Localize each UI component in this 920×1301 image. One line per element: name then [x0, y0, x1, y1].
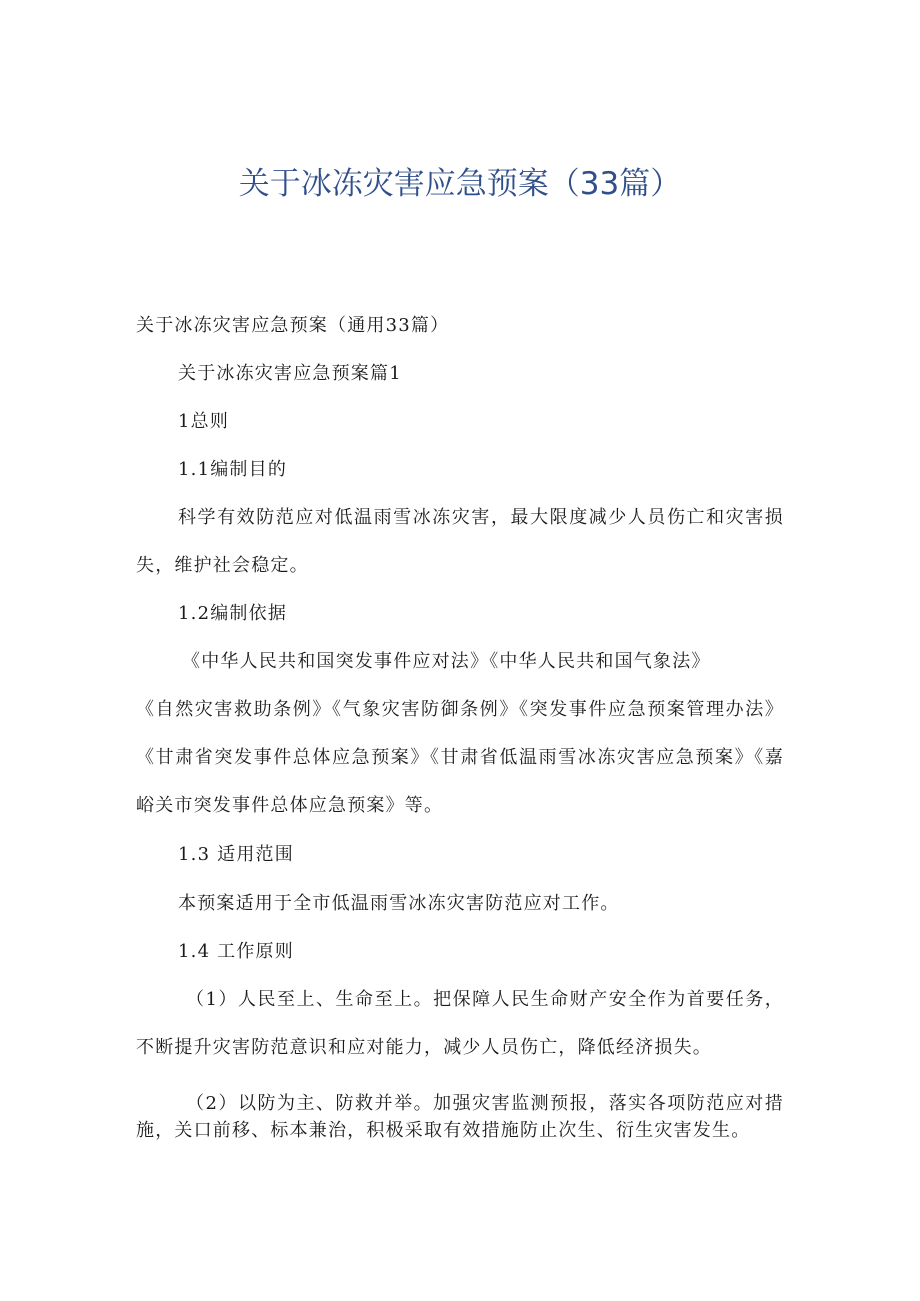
paragraph-basis-rest: 《自然灾害救助条例》《气象灾害防御条例》《突发事件应急预案管理办法》《甘肃省突发事件总体应急预案》《甘肃省低温雨雪冰冻灾害应急预案》《嘉峪关市突发事件总体应急预案》等。 [136, 699, 784, 816]
heading-basis: 1.2编制依据 [178, 603, 288, 624]
paragraph-scope: 本预案适用于全市低温雨雪冰冻灾害防范应对工作。 [178, 893, 620, 914]
heading-work-principles: 1.4 工作原则 [178, 941, 294, 962]
heading-general-principles: 1总则 [178, 411, 230, 432]
paragraph-principle-2: （2）以防为主、防救并举。加强灾害监测预报，落实各项防范应对措施，关口前移、标本兼治，积极采取有效措施防止次生、衍生灾害发生。 [136, 1093, 784, 1141]
paragraph-purpose: 科学有效防范应对低温雨雪冰冻灾害，最大限度减少人员伤亡和灾害损失，维护社会稳定。 [136, 507, 784, 576]
heading-scope: 1.3 适用范围 [178, 844, 294, 865]
heading-purpose: 1.1编制目的 [178, 459, 288, 480]
paragraph-basis-line1: 《中华人民共和国突发事件应对法》《中华人民共和国气象法》 [182, 651, 711, 672]
paragraph-principle-1: （1）人民至上、生命至上。把保障人民生命财产安全作为首要任务，不断提升灾害防范意识和应对能力，减少人员伤亡，降低经济损失。 [136, 989, 784, 1058]
document-subtitle: 关于冰冻灾害应急预案（通用33篇） [136, 315, 450, 336]
document-title: 关于冰冻灾害应急预案（33篇） [238, 166, 682, 202]
section-heading: 关于冰冻灾害应急预案篇1 [178, 363, 402, 384]
